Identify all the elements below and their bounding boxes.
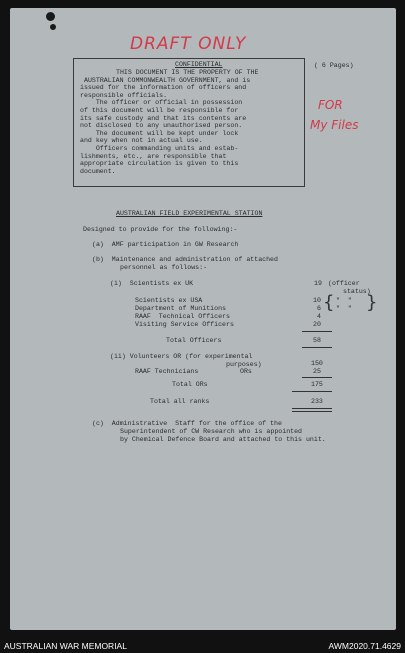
total-officers-label: Total Officers — [166, 337, 222, 344]
volunteers-label-2: purposes) — [226, 361, 262, 368]
for-annotation: FOR — [318, 98, 343, 112]
raaf-technicians-label: RAAF Technicians — [135, 368, 199, 375]
item-c-line3: by Chemical Defence Board and attached to this unit. — [120, 436, 326, 443]
officer-row-count: 4 — [317, 313, 321, 320]
confidential-text — [80, 69, 258, 175]
officer-status-note: (officer — [328, 280, 360, 287]
volunteers-label: (ii) Volunteers OR (for experimental — [110, 353, 253, 360]
confidential-line: not disclosed to any unauthorised person. — [80, 122, 243, 130]
scientists-uk-count: 19 — [314, 280, 322, 287]
officer-row-count: 10 — [313, 297, 321, 304]
confidential-heading: CONFIDENTIAL — [175, 61, 223, 68]
punch-hole — [50, 24, 56, 30]
total-officers-value: 58 — [313, 337, 321, 344]
confidential-line: its safe custody and that its contents are — [80, 114, 247, 122]
raaf-technicians-suffix: ORs — [240, 368, 252, 375]
footer-bar — [0, 638, 405, 653]
confidential-line: responsible officials. — [80, 91, 168, 99]
item-b-line2: personnel as follows:- — [120, 264, 208, 271]
confidential-line: appropriate circulation is given to this — [80, 160, 239, 168]
item-a: (a) AMF participation in GW Research — [92, 241, 239, 248]
confidential-line: The officer or official in possession — [80, 99, 243, 107]
intro-text: Designed to provide for the following:- — [83, 226, 238, 233]
item-b-line1: (b) Maintenance and administration of attached — [92, 256, 278, 263]
officer-row-count: 6 — [317, 305, 321, 312]
document-title: AUSTRALIAN FIELD EXPERIMENTAL STATION — [116, 210, 263, 217]
confidential-line: AUSTRALIAN COMMONWEALTH GOVERNMENT, and is — [84, 76, 251, 84]
officer-status-note-2: status) — [343, 288, 371, 295]
raaf-technicians-count: 25 — [313, 368, 321, 375]
confidential-line: THIS DOCUMENT IS THE PROPERTY OF THE — [116, 69, 259, 76]
double-rule — [292, 411, 332, 412]
sum-rule — [302, 347, 332, 348]
total-ors-value: 175 — [311, 381, 323, 388]
total-all-ranks-value: 233 — [311, 398, 323, 405]
punch-hole — [46, 12, 55, 21]
total-ors-label: Total ORs — [172, 381, 208, 388]
officer-row-label: Department of Munitions — [135, 305, 227, 312]
officer-row-count: 20 — [313, 321, 321, 328]
my-files-annotation: My Files — [310, 118, 359, 132]
right-brace: } — [366, 292, 378, 313]
scientists-uk-label: (i) Scientists ex UK — [110, 280, 194, 287]
total-all-ranks-label: Total all ranks — [150, 398, 210, 405]
sum-rule — [302, 377, 332, 378]
item-c-line2: Superintendent of CW Research who is appointed — [120, 428, 303, 435]
draft-only-annotation: DRAFT ONLY — [130, 34, 247, 54]
left-brace: { — [323, 292, 335, 313]
confidential-line: issued for the information of officers and — [80, 84, 247, 92]
pages-note: ( 6 Pages) — [314, 62, 354, 69]
sum-rule — [292, 391, 332, 392]
confidential-line: of this document will be responsible for — [80, 106, 239, 114]
confidential-line: lishments, etc., are responsible that — [80, 152, 227, 160]
footer-accession: AWM2020.71.4629 — [328, 641, 401, 651]
ditto-mark: " " — [336, 297, 352, 304]
confidential-line: Officers commanding units and estab- — [80, 144, 239, 152]
confidential-line: and key when not in actual use. — [80, 137, 203, 145]
confidential-line: The document will be kept under lock — [80, 129, 239, 137]
ditto-mark: " " — [336, 305, 352, 312]
volunteers-count: 150 — [311, 360, 323, 367]
officer-row-label: Scientists ex USA — [135, 297, 203, 304]
sum-rule — [302, 331, 332, 332]
double-rule — [292, 408, 332, 409]
officer-row-label: RAAF Technical Officers — [135, 313, 230, 320]
officer-row-label: Visiting Service Officers — [135, 321, 234, 328]
confidential-line: document. — [80, 167, 116, 175]
item-c-line1: (c) Administrative Staff for the office of the — [92, 420, 282, 427]
footer-credit: AUSTRALIAN WAR MEMORIAL — [4, 641, 127, 651]
